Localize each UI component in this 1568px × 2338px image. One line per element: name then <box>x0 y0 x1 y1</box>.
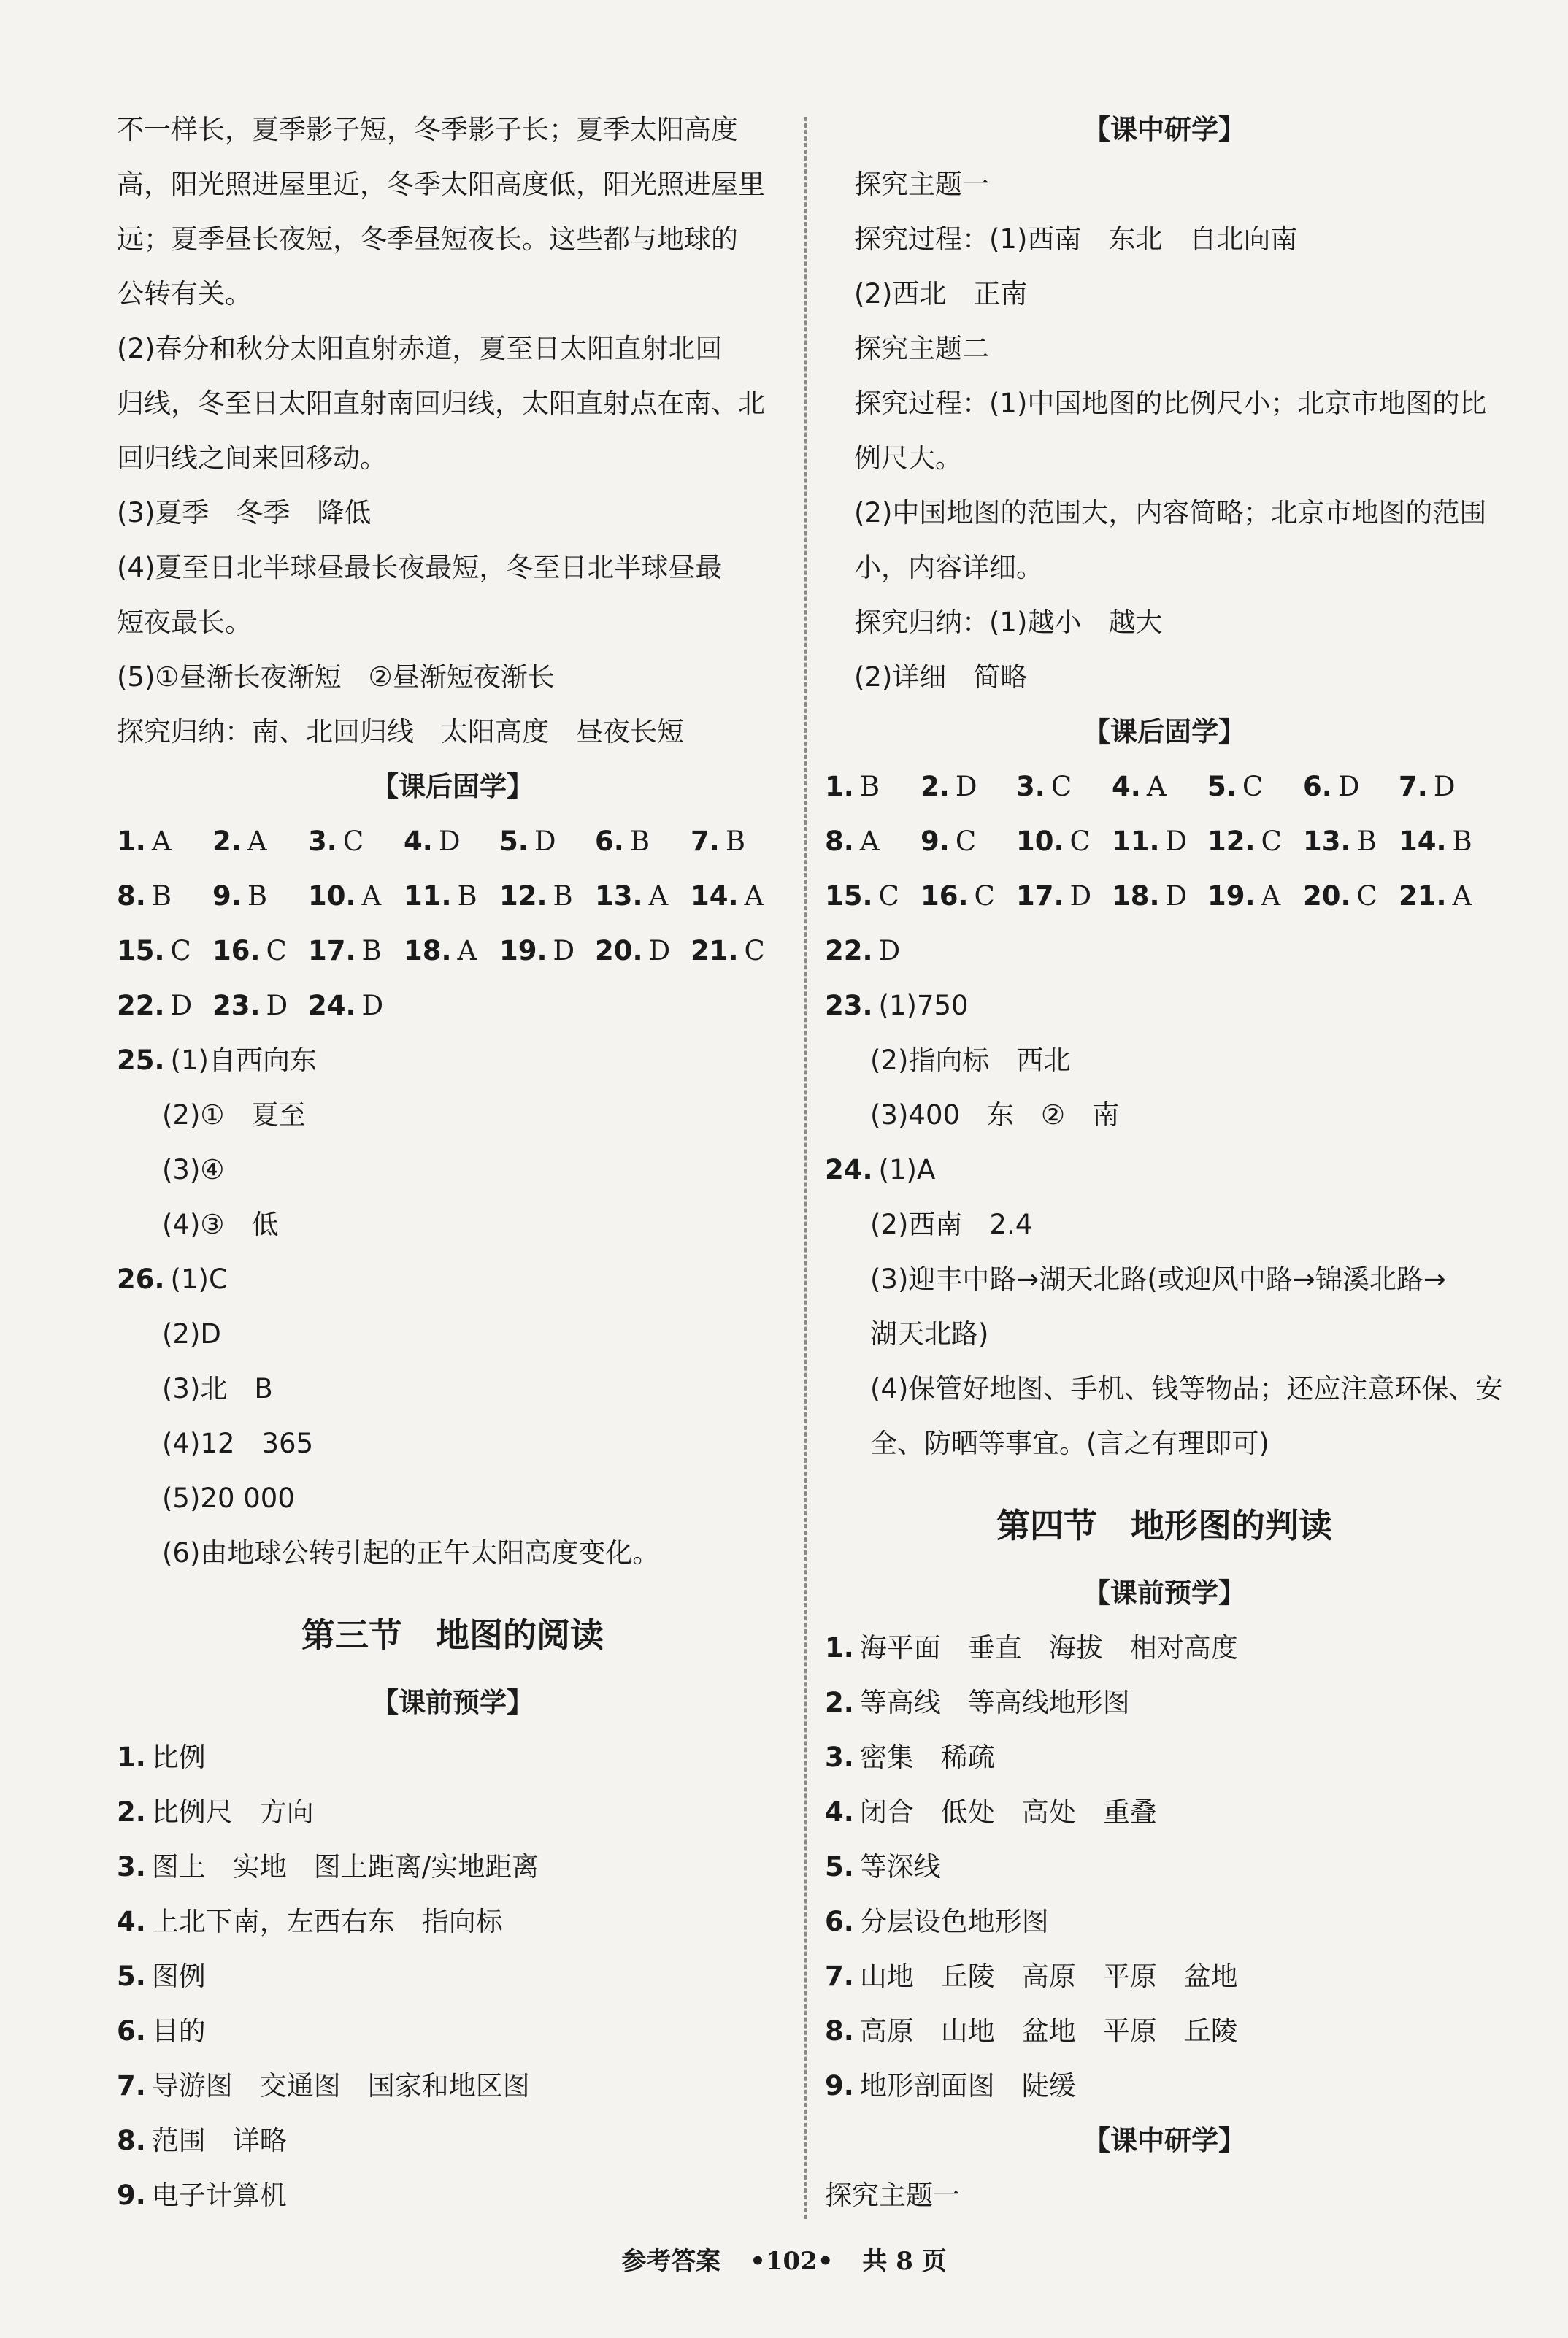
item-number: 1. <box>825 1632 854 1664</box>
answer-value: D <box>648 935 671 966</box>
answer-row <box>117 869 788 923</box>
question-number: 21. <box>691 935 739 966</box>
question-number: 9. <box>921 826 950 857</box>
answer-cell <box>308 814 404 869</box>
answer-value: D <box>1165 880 1188 912</box>
answer-value: D <box>1337 771 1360 802</box>
item-number: 5. <box>825 1851 854 1883</box>
intro-line: 远；夏季昼长夜短，冬季昼短夜长。这些都与地球的 <box>117 223 738 255</box>
footer-label: 参考答案 <box>621 2247 721 2276</box>
footer-page-number: •102• <box>750 2247 834 2276</box>
explore-line: 探究主题二 <box>854 333 989 364</box>
question-number: 5. <box>499 826 529 857</box>
explore-answers <box>825 157 1504 704</box>
item-text: 上北下南，左西右东 指向标 <box>151 1906 503 1937</box>
answer-value: C <box>878 880 899 912</box>
explore-line: 探究过程：(1)西南 东北 自北向南 <box>854 223 1298 255</box>
question-number: 18. <box>404 935 452 966</box>
list-item <box>825 1675 1504 1730</box>
answer-row <box>117 923 788 978</box>
list-item <box>825 1785 1504 1839</box>
answer-value: C <box>342 826 364 857</box>
answer-cell <box>308 923 404 978</box>
answer-value: D <box>1165 826 1188 857</box>
answer-value: D <box>170 990 193 1021</box>
list-item <box>825 1730 1504 1785</box>
answer-value: D <box>534 826 556 857</box>
answer-value: D <box>955 771 977 802</box>
question-number: 19. <box>499 935 547 966</box>
answer-cell <box>1207 814 1303 869</box>
answer-cell <box>1112 814 1207 869</box>
question-number: 8. <box>117 880 146 912</box>
question-number: 13. <box>1303 826 1351 857</box>
explore-line: (2)西北 正南 <box>854 278 1028 309</box>
question-number: 3. <box>308 826 337 857</box>
answer-cell <box>212 814 308 869</box>
explore-line: 探究主题一 <box>854 169 989 200</box>
explore-line: 探究过程：(1)中国地图的比例尺小；北京市地图的比 <box>854 388 1487 419</box>
answer-value: B <box>629 826 650 857</box>
question-number: 26. <box>117 1264 165 1295</box>
item-text: 导游图 交通图 国家和地区图 <box>151 2070 530 2101</box>
question-number: 12. <box>1207 826 1256 857</box>
intro-line: 回归线之间来回移动。 <box>117 442 387 474</box>
answer-cell <box>1303 869 1399 923</box>
list-item <box>117 1730 788 1785</box>
question-answer: (1)A <box>878 1154 936 1185</box>
answer-cell <box>825 869 921 923</box>
answer-value: B <box>457 880 477 912</box>
answer-value: B <box>247 880 268 912</box>
item-text: 图上 实地 图上距离/实地距离 <box>151 1851 539 1883</box>
answer-cell <box>404 869 499 923</box>
answer-cell <box>117 869 212 923</box>
kqian-list-right <box>825 1620 1504 2113</box>
question-subanswer: (6)由地球公转引起的正午太阳高度变化。 <box>162 1537 660 1569</box>
question-answer: (1)自西向东 <box>170 1045 317 1076</box>
answer-value: C <box>1069 826 1091 857</box>
answer-cell <box>212 923 308 978</box>
list-item <box>825 1894 1504 1949</box>
answer-value: A <box>457 935 477 966</box>
answer-cell <box>1016 814 1112 869</box>
question-26 <box>117 1252 788 1580</box>
answer-value: D <box>878 935 901 966</box>
answer-cell <box>499 869 595 923</box>
question-line <box>117 1033 788 1088</box>
kehou-heading-left: 【课后固学】 <box>372 771 534 802</box>
answer-value: D <box>1433 771 1456 802</box>
answer-cell <box>1112 759 1207 814</box>
section4-title: 第四节 地形图的判读 <box>996 1506 1332 1545</box>
answer-cell <box>117 978 212 1033</box>
explore-line: (2)中国地图的范围大，内容简略；北京市地图的范围 <box>854 497 1487 528</box>
answer-cell <box>1399 759 1494 814</box>
answer-row <box>825 759 1504 814</box>
answer-value: B <box>725 826 746 857</box>
item-text: 目的 <box>151 2015 206 2047</box>
intro-line: 公转有关。 <box>117 278 252 309</box>
answer-row <box>117 978 788 1033</box>
explore-line: (2)详细 简略 <box>854 661 1028 693</box>
item-text: 图例 <box>151 1961 206 1992</box>
item-number: 8. <box>117 2125 146 2156</box>
question-number: 14. <box>1399 826 1447 857</box>
answer-value: A <box>151 826 172 857</box>
question-number: 15. <box>825 880 873 912</box>
answer-cell <box>825 923 921 978</box>
question-number: 4. <box>404 826 433 857</box>
answer-cell <box>1303 759 1399 814</box>
item-number: 3. <box>825 1742 854 1773</box>
answer-value: B <box>151 880 172 912</box>
answer-cell <box>921 814 1016 869</box>
answer-cell <box>117 814 212 869</box>
explore-line: 例尺大。 <box>854 442 962 474</box>
question-number: 2. <box>921 771 950 802</box>
answer-value: B <box>553 880 573 912</box>
answer-cell <box>825 814 921 869</box>
section3-title: 第三节 地图的阅读 <box>301 1615 604 1655</box>
answer-cell <box>921 759 1016 814</box>
intro-line: 高，阳光照进屋里近，冬季太阳高度低，阳光照进屋里 <box>117 169 765 200</box>
list-item <box>825 1620 1504 1675</box>
answer-cell <box>1207 869 1303 923</box>
question-subanswer: 全、防晒等事宜。(言之有理即可) <box>870 1428 1269 1459</box>
question-number: 15. <box>117 935 165 966</box>
answer-value: B <box>361 935 382 966</box>
answer-value: C <box>744 935 765 966</box>
question-number: 23. <box>825 990 873 1021</box>
left-column <box>117 102 788 2223</box>
list-item <box>825 1839 1504 1894</box>
item-number: 6. <box>117 2015 146 2047</box>
question-number: 24. <box>308 990 356 1021</box>
question-number: 18. <box>1112 880 1160 912</box>
answer-value: D <box>266 990 288 1021</box>
item-number: 4. <box>825 1796 854 1828</box>
answer-cell <box>1016 759 1112 814</box>
answer-value: B <box>1452 826 1472 857</box>
item-text: 闭合 低处 高处 重叠 <box>859 1796 1157 1828</box>
answer-value: B <box>1356 826 1377 857</box>
kezhong2-heading-right: 【课中研学】 <box>1083 2125 1245 2156</box>
question-number: 6. <box>1303 771 1332 802</box>
question-line <box>825 1142 1504 1197</box>
item-text: 海平面 垂直 海拔 相对高度 <box>859 1632 1238 1664</box>
question-line <box>825 978 1504 1033</box>
item-text: 等深线 <box>859 1851 941 1883</box>
list-item <box>117 2058 788 2113</box>
list-item <box>825 2058 1504 2113</box>
question-number: 21. <box>1399 880 1447 912</box>
footer-total: 共 8 页 <box>862 2247 947 2276</box>
answer-cell <box>691 923 786 978</box>
question-number: 20. <box>595 935 643 966</box>
item-number: 2. <box>117 1796 146 1828</box>
question-number: 1. <box>825 771 854 802</box>
answer-cell <box>691 869 786 923</box>
list-item <box>117 2168 788 2223</box>
answer-cell <box>117 923 212 978</box>
page-footer <box>0 2241 1568 2277</box>
question-number: 14. <box>691 880 739 912</box>
answer-row <box>825 814 1504 869</box>
question-number: 25. <box>117 1045 165 1076</box>
intro-line: 短夜最长。 <box>117 607 252 638</box>
item-number: 3. <box>117 1851 146 1883</box>
question-subanswer: (2)西南 2.4 <box>870 1209 1033 1240</box>
question-number: 12. <box>499 880 547 912</box>
answer-cell <box>595 923 691 978</box>
question-number: 13. <box>595 880 643 912</box>
answer-value: C <box>974 880 995 912</box>
question-subanswer: (4)③ 低 <box>162 1209 279 1240</box>
answer-value: A <box>744 880 764 912</box>
answer-cell <box>212 869 308 923</box>
item-text: 地形剖面图 陡缓 <box>859 2070 1076 2101</box>
question-24 <box>825 1142 1504 1471</box>
answer-cell <box>404 814 499 869</box>
answer-cell <box>212 978 308 1033</box>
answer-value: A <box>247 826 267 857</box>
question-number: 8. <box>825 826 854 857</box>
kehou-heading-right: 【课后固学】 <box>1083 716 1245 747</box>
intro-line: (3)夏季 冬季 降低 <box>117 497 372 528</box>
question-number: 22. <box>117 990 165 1021</box>
list-item <box>117 1949 788 2004</box>
question-number: 9. <box>212 880 242 912</box>
answer-value: A <box>859 826 880 857</box>
item-number: 1. <box>117 1742 146 1773</box>
question-subanswer: (2)指向标 西北 <box>870 1045 1071 1076</box>
question-number: 7. <box>1399 771 1428 802</box>
item-number: 7. <box>117 2070 146 2101</box>
question-subanswer: (3)400 东 ② 南 <box>870 1099 1120 1131</box>
question-number: 10. <box>1016 826 1064 857</box>
answer-value: C <box>955 826 977 857</box>
answer-cell <box>595 814 691 869</box>
question-number: 7. <box>691 826 720 857</box>
answer-value: A <box>1146 771 1167 802</box>
list-item <box>117 1785 788 1839</box>
answer-cell <box>308 978 404 1033</box>
explore-line: 探究归纳：(1)越小 越大 <box>854 607 1163 638</box>
list-item <box>825 1949 1504 2004</box>
question-subanswer: (4)保管好地图、手机、钱等物品；还应注意环保、安 <box>870 1373 1503 1404</box>
answer-cell <box>499 923 595 978</box>
right-column <box>825 102 1504 2223</box>
item-text: 等高线 等高线地形图 <box>859 1687 1130 1718</box>
answer-value: D <box>438 826 461 857</box>
item-number: 5. <box>117 1961 146 1992</box>
question-number: 10. <box>308 880 356 912</box>
answer-cell <box>1112 869 1207 923</box>
question-number: 2. <box>212 826 242 857</box>
question-number: 22. <box>825 935 873 966</box>
list-item <box>117 2004 788 2058</box>
answer-row <box>825 923 1504 978</box>
answer-value: A <box>1261 880 1281 912</box>
kqian-heading-right: 【课前预学】 <box>1083 1577 1245 1609</box>
question-number: 11. <box>404 880 452 912</box>
item-number: 4. <box>117 1906 146 1937</box>
list-item <box>117 1894 788 1949</box>
item-number: 2. <box>825 1687 854 1718</box>
answer-cell <box>404 923 499 978</box>
question-number: 17. <box>1016 880 1064 912</box>
answer-value: C <box>170 935 191 966</box>
question-number: 5. <box>1207 771 1237 802</box>
explore-line: 小，内容详细。 <box>854 552 1043 583</box>
question-subanswer: (3)迎丰中路→湖天北路(或迎风中路→锦溪北路→ <box>870 1264 1446 1295</box>
question-number: 4. <box>1112 771 1141 802</box>
list-item <box>117 2113 788 2168</box>
item-number: 6. <box>825 1906 854 1937</box>
item-text: 比例尺 方向 <box>151 1796 314 1828</box>
question-subanswer: (3)北 B <box>162 1373 273 1404</box>
question-subanswer: (2)① 夏至 <box>162 1099 306 1131</box>
question-subanswer: (5)20 000 <box>162 1483 295 1514</box>
question-number: 6. <box>595 826 624 857</box>
list-item <box>825 2004 1504 2058</box>
answer-value: C <box>266 935 287 966</box>
question-number: 20. <box>1303 880 1351 912</box>
question-25 <box>117 1033 788 1252</box>
item-text: 电子计算机 <box>151 2180 287 2211</box>
kehou-answer-grid-left <box>117 814 788 1033</box>
answer-value: A <box>361 880 382 912</box>
intro-line: 不一样长，夏季影子短，冬季影子长；夏季太阳高度 <box>117 114 738 145</box>
answer-cell <box>308 869 404 923</box>
answer-cell <box>1399 814 1494 869</box>
answer-row <box>825 869 1504 923</box>
intro-answers <box>117 102 788 759</box>
answer-cell <box>1207 759 1303 814</box>
item-text: 范围 详略 <box>151 2125 287 2156</box>
intro-line: 探究归纳：南、北回归线 太阳高度 昼夜长短 <box>117 716 684 747</box>
answer-value: C <box>1261 826 1282 857</box>
explore2-first-line: 探究主题一 <box>825 2180 960 2211</box>
item-number: 7. <box>825 1961 854 1992</box>
kezhong-heading-right: 【课中研学】 <box>1083 114 1245 145</box>
item-text: 密集 稀疏 <box>859 1742 995 1773</box>
kehou-answer-grid-right <box>825 759 1504 978</box>
answer-value: C <box>1242 771 1264 802</box>
question-number: 3. <box>1016 771 1045 802</box>
question-number: 1. <box>117 826 146 857</box>
answer-cell <box>499 814 595 869</box>
question-number: 16. <box>212 935 261 966</box>
question-line <box>117 1252 788 1307</box>
item-text: 比例 <box>151 1742 206 1773</box>
question-subanswer: (2)D <box>162 1318 221 1350</box>
column-divider <box>804 117 807 2219</box>
intro-line: 归线，冬至日太阳直射南回归线，太阳直射点在南、北 <box>117 388 765 419</box>
kqian-list-left <box>117 1730 788 2223</box>
question-subanswer: 湖天北路) <box>870 1318 989 1350</box>
answer-value: C <box>1050 771 1072 802</box>
answer-value: B <box>859 771 880 802</box>
question-subanswer: (4)12 365 <box>162 1428 314 1459</box>
item-number: 9. <box>825 2070 854 2101</box>
answer-cell <box>921 869 1016 923</box>
item-text: 山地 丘陵 高原 平原 盆地 <box>859 1961 1238 1992</box>
answer-value: A <box>648 880 669 912</box>
item-number: 9. <box>117 2180 146 2211</box>
answer-value: C <box>1356 880 1377 912</box>
intro-line: (2)春分和秋分太阳直射赤道，夏至日太阳直射北回 <box>117 333 723 364</box>
answer-value: D <box>553 935 575 966</box>
answer-cell <box>1399 869 1494 923</box>
answer-cell <box>825 759 921 814</box>
item-text: 分层设色地形图 <box>859 1906 1049 1937</box>
kqian-heading-left: 【课前预学】 <box>372 1687 534 1718</box>
answer-cell <box>1303 814 1399 869</box>
item-text: 高原 山地 盆地 平原 丘陵 <box>859 2015 1238 2047</box>
question-23 <box>825 978 1504 1142</box>
question-number: 17. <box>308 935 356 966</box>
answer-value: A <box>1452 880 1472 912</box>
answer-value: D <box>361 990 384 1021</box>
question-answer: (1)750 <box>878 990 969 1021</box>
question-subanswer: (3)④ <box>162 1154 225 1185</box>
question-number: 19. <box>1207 880 1256 912</box>
answer-cell <box>691 814 786 869</box>
question-number: 23. <box>212 990 261 1021</box>
question-number: 16. <box>921 880 969 912</box>
answer-cell <box>1016 869 1112 923</box>
intro-line: (4)夏至日北半球昼最长夜最短，冬至日北半球昼最 <box>117 552 723 583</box>
question-number: 24. <box>825 1154 873 1185</box>
item-number: 8. <box>825 2015 854 2047</box>
intro-line: (5)①昼渐长夜渐短 ②昼渐短夜渐长 <box>117 661 555 693</box>
answer-row <box>117 814 788 869</box>
list-item <box>117 1839 788 1894</box>
question-number: 11. <box>1112 826 1160 857</box>
question-answer: (1)C <box>170 1264 228 1295</box>
answer-cell <box>595 869 691 923</box>
answer-value: D <box>1069 880 1092 912</box>
